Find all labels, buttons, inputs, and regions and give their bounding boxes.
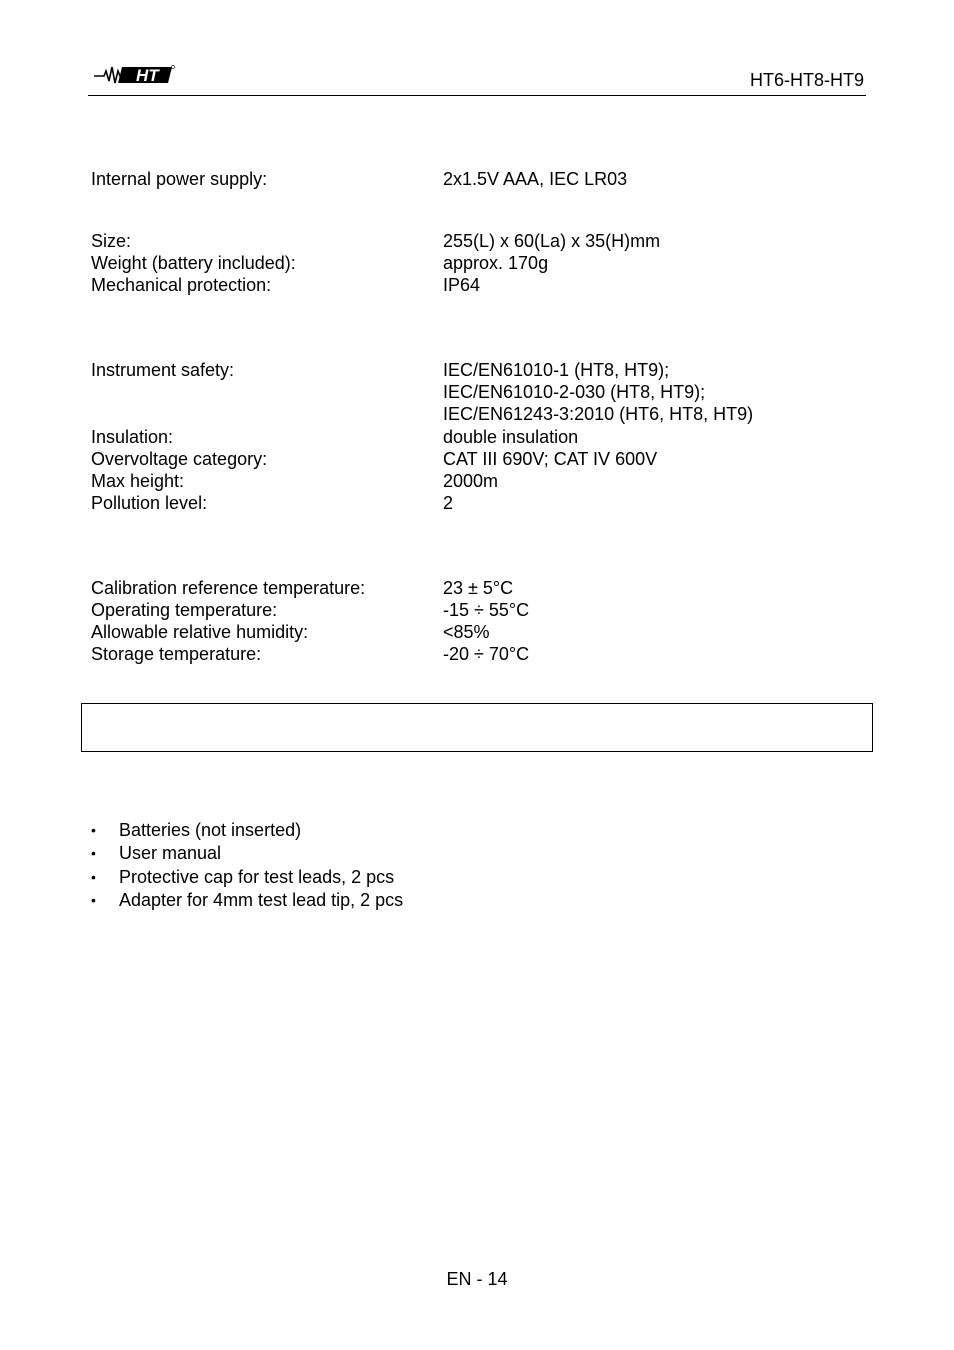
spec-label: Overvoltage category: [91, 449, 268, 469]
spec-value: IEC/EN61010-1 (HT8, HT9); [443, 360, 670, 380]
spec-value: 23 ± 5°C [443, 578, 514, 598]
list-item-text: User manual [119, 843, 222, 864]
spec-value: 255(L) x 60(La) x 35(H)mm [443, 231, 661, 251]
page-header [88, 60, 866, 96]
bullet-icon: • [91, 868, 96, 885]
spec-label: Calibration reference temperature: [91, 578, 366, 598]
spec-value: double insulation [443, 427, 579, 447]
spec-label: Instrument safety: [91, 360, 235, 380]
spec-value: -20 ÷ 70°C [443, 644, 530, 664]
accessories-list [91, 819, 403, 912]
bullet-icon: • [91, 822, 96, 838]
spec-label: Allowable relative humidity: [91, 622, 309, 642]
spec-value: 2x1.5V AAA, IEC LR03 [443, 169, 628, 189]
spec-label: Insulation: [91, 427, 174, 447]
list-item-text: Adapter for 4mm test lead tip, 2 pcs [119, 889, 404, 910]
spec-value: -15 ÷ 55°C [443, 600, 530, 620]
document-code: HT6-HT8-HT9 [749, 70, 864, 90]
list-item-text: Batteries (not inserted) [119, 820, 302, 840]
spec-value: IP64 [443, 275, 481, 295]
spec-label: Mechanical protection: [91, 275, 272, 295]
list-item [91, 842, 403, 865]
bullet-icon: • [91, 845, 96, 862]
spec-value: 2 [443, 493, 454, 513]
spec-label: Max height: [91, 471, 185, 491]
logo-text: HT [136, 66, 159, 85]
spec-label: Internal power supply: [91, 169, 268, 189]
section-heading-box [81, 703, 873, 752]
spec-label: Operating temperature: [91, 600, 278, 620]
spec-label: Storage temperature: [91, 644, 262, 664]
spec-value: CAT III 690V; CAT IV 600V [443, 449, 658, 469]
page-number: EN - 14 [446, 1269, 508, 1289]
spec-value: 2000m [443, 471, 499, 491]
spec-label: Size: [91, 231, 132, 251]
bullet-icon: • [91, 891, 96, 908]
spec-value: IEC/EN61010-2-030 (HT8, HT9); [443, 382, 706, 402]
spec-value: <85% [443, 622, 490, 642]
list-item [91, 866, 403, 889]
ht-logo-icon [92, 62, 176, 88]
spec-value: approx. 170g [443, 253, 549, 273]
spec-label: Pollution level: [91, 493, 208, 513]
list-item [91, 889, 403, 912]
list-item-text: Protective cap for test leads, 2 pcs [119, 866, 395, 887]
spec-value: IEC/EN61243-3:2010 (HT6, HT8, HT9) [443, 404, 754, 424]
spec-label: Weight (battery included): [91, 253, 296, 273]
list-item [91, 819, 403, 842]
